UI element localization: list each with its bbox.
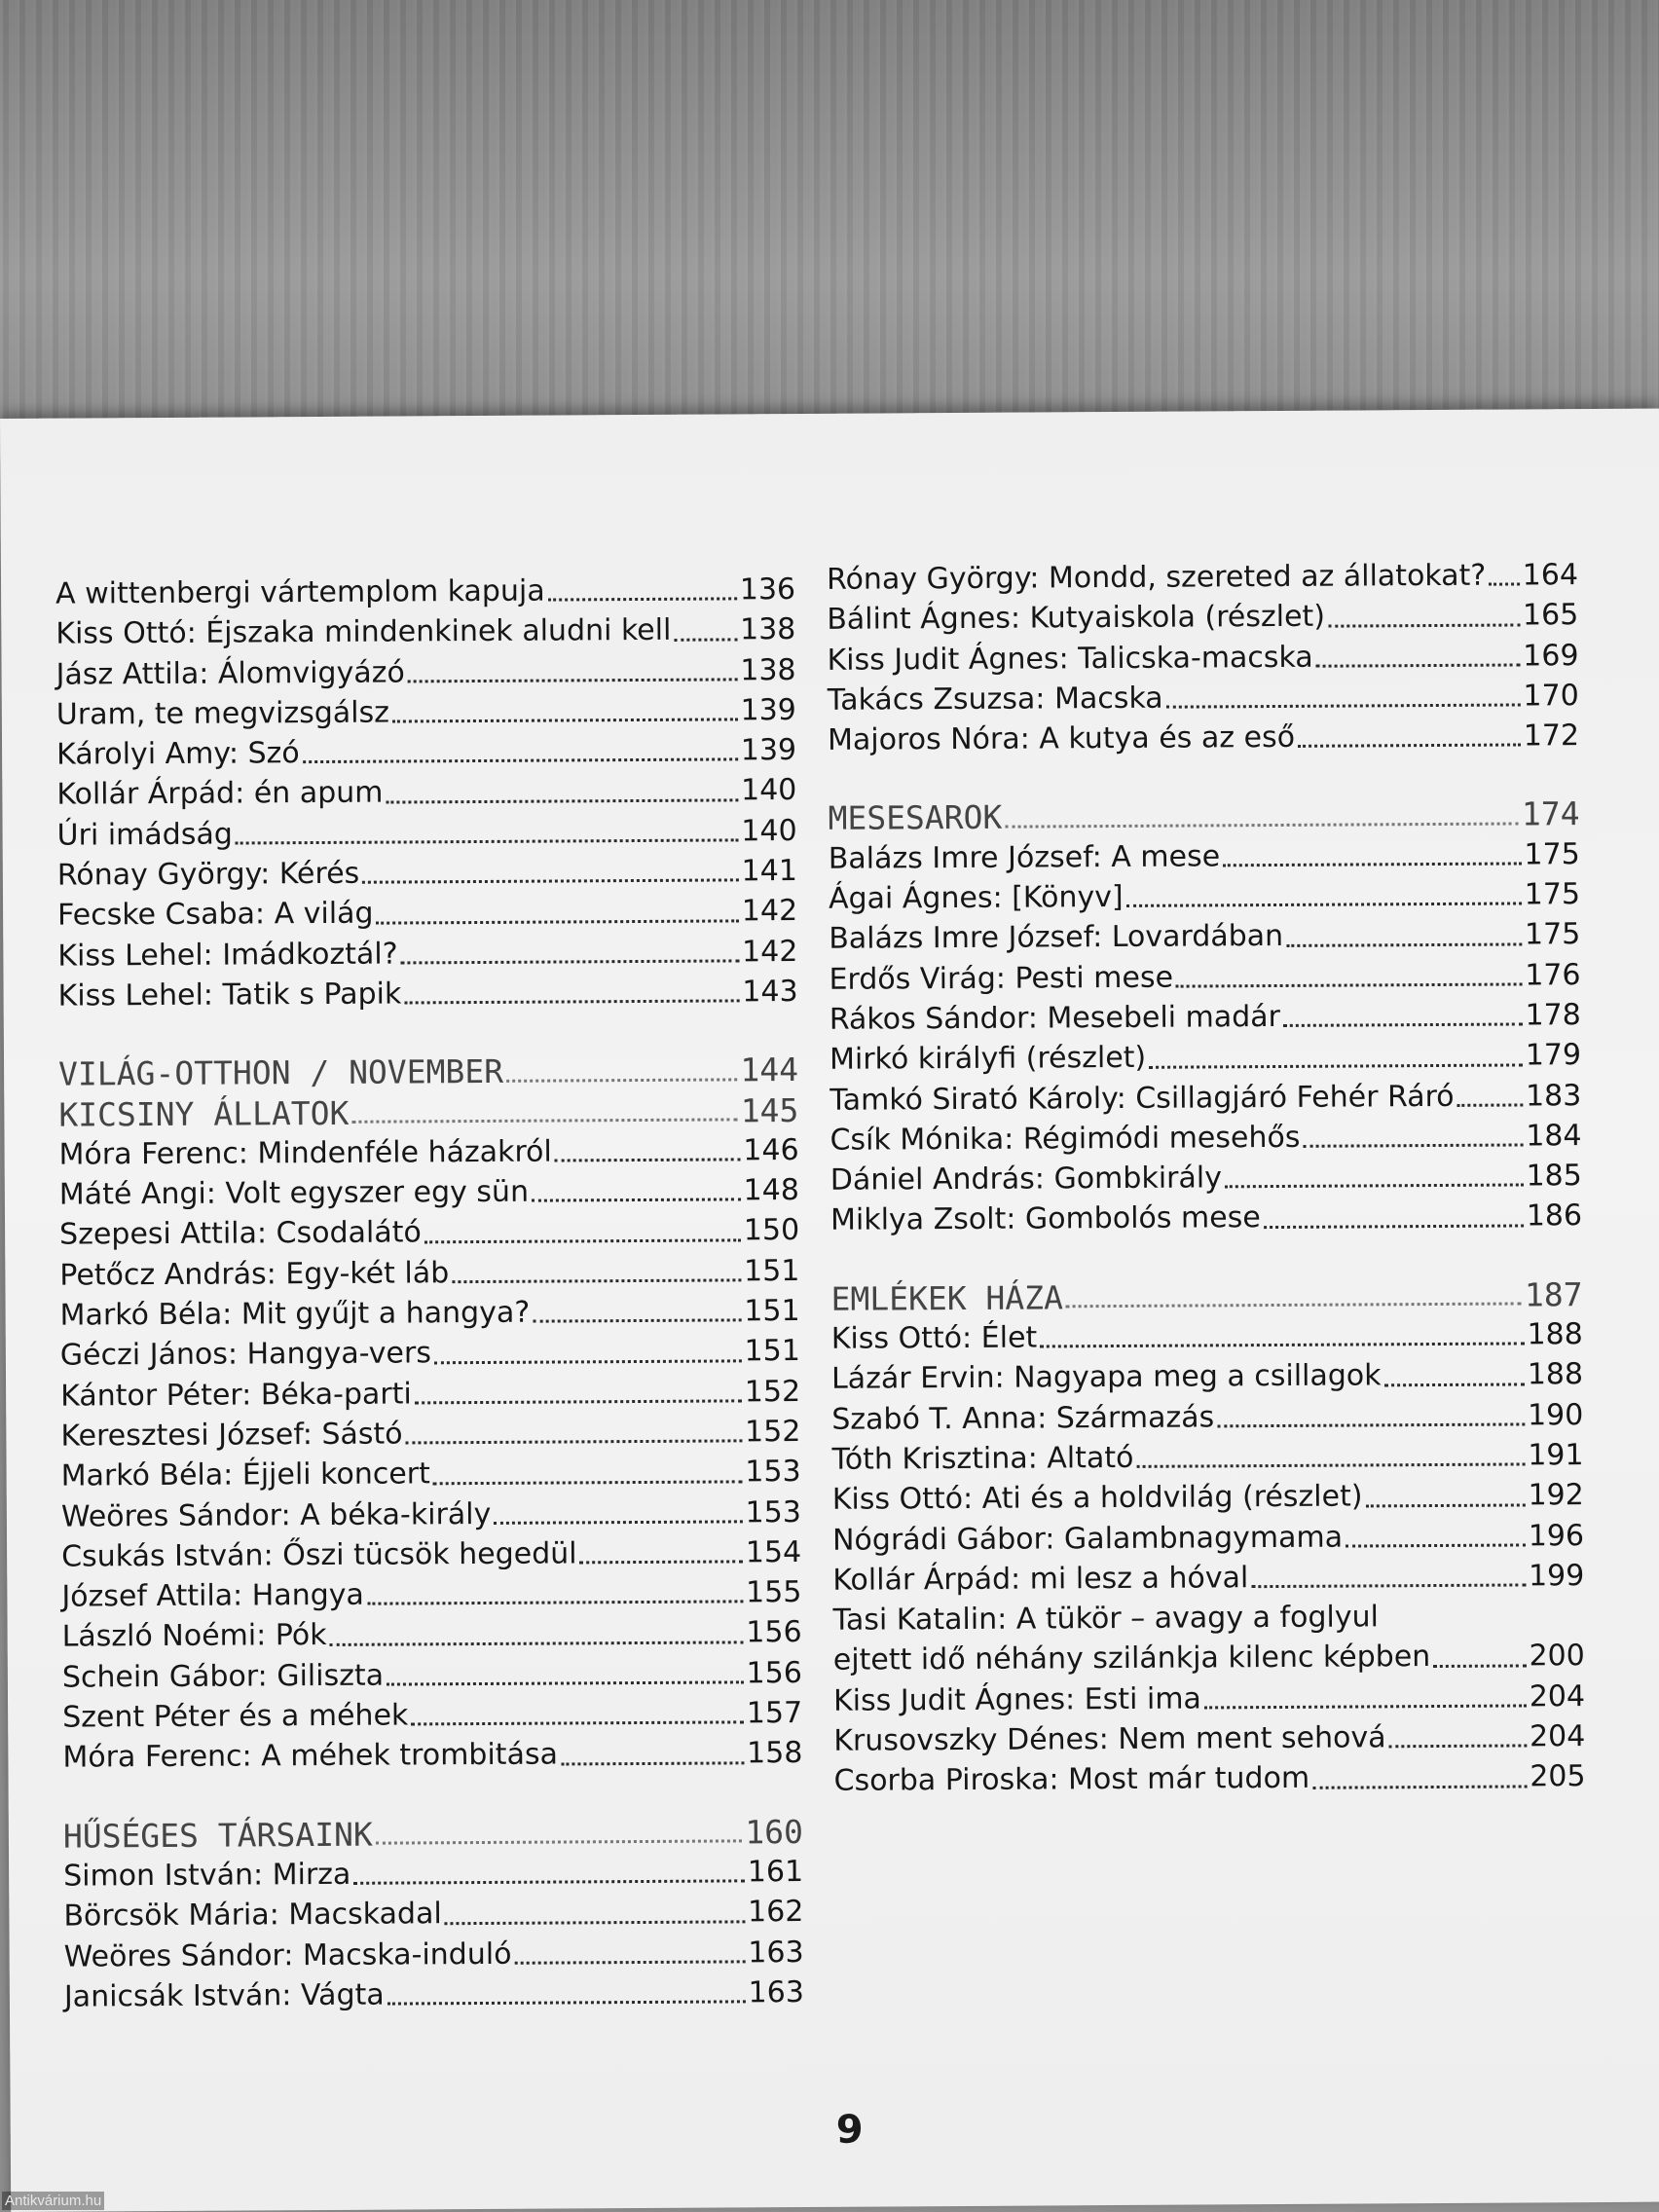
toc-entry: [62, 1693, 802, 1738]
page-number: 9: [835, 2107, 864, 2153]
dot-leader: [561, 1761, 744, 1765]
toc-left-column: [55, 570, 804, 2017]
toc-entry-page: 190: [1527, 1397, 1584, 1433]
toc-entry-title: Weöres Sándor: A béka-király: [60, 1496, 492, 1534]
toc-entry-page: 155: [746, 1575, 802, 1610]
toc-entry-page: 138: [740, 652, 796, 687]
toc-entry-page: 144: [740, 1051, 799, 1089]
toc-entry-page: 178: [1525, 998, 1581, 1033]
toc-entry-title: Rónay György: Mondd, szereted az állatokat?: [826, 558, 1487, 597]
dot-leader: [387, 798, 739, 803]
toc-entry-title: Géczi János: Hangya-vers: [59, 1336, 432, 1373]
dot-leader: [401, 959, 740, 964]
toc-section-heading: [58, 1090, 798, 1135]
toc-entry-page: 152: [744, 1374, 801, 1409]
dot-leader: [424, 1238, 741, 1243]
toc-entry: [56, 811, 796, 856]
dot-leader: [1223, 863, 1521, 867]
dot-leader: [548, 598, 737, 602]
toc-entry-page: 140: [741, 813, 797, 849]
toc-entry-title: Mirkó királyfi (részlet): [829, 1041, 1147, 1078]
toc-entry: [829, 955, 1580, 1000]
toc-entry: [59, 1170, 799, 1215]
dot-leader: [494, 1520, 742, 1525]
dot-leader: [1126, 903, 1522, 907]
toc-entry-page: 196: [1528, 1518, 1585, 1553]
dot-leader: [330, 1641, 744, 1646]
toc-entry-page: 136: [739, 572, 796, 608]
toc-entry-title: Kiss Ottó: Élet: [830, 1320, 1038, 1356]
toc-entry-title: MESESAROK: [828, 798, 1003, 838]
toc-entry-page: 187: [1524, 1274, 1583, 1314]
toc-entry-page: 185: [1526, 1159, 1582, 1194]
toc-entry-page: 183: [1525, 1078, 1582, 1114]
toc-entry-page: 191: [1528, 1438, 1584, 1473]
toc-section-heading: [830, 1274, 1582, 1319]
dot-leader: [387, 1680, 744, 1685]
toc-entry-page: 170: [1523, 678, 1579, 714]
dot-leader: [1066, 1303, 1522, 1309]
toc-entry-title: Krusovszky Dénes: Nem ment sehová: [833, 1720, 1386, 1758]
toc-entry-page: 151: [744, 1334, 800, 1369]
section-gap: [58, 1012, 798, 1054]
toc-entry-page: 162: [748, 1895, 804, 1930]
toc-entry: [64, 1972, 804, 2017]
toc-entry-title: Úri imádság: [56, 817, 233, 853]
toc-entry-page: 179: [1525, 1038, 1582, 1073]
dot-leader: [1298, 744, 1521, 748]
toc-entry-title: VILÁG-OTTHON / NOVEMBER: [57, 1052, 504, 1093]
dot-leader: [404, 1000, 739, 1005]
dot-leader: [377, 919, 739, 924]
toc-entry-page: 200: [1529, 1639, 1585, 1674]
toc-entry-page: 174: [1521, 794, 1580, 833]
toc-entry-page: 204: [1529, 1719, 1586, 1754]
section-gap: [830, 1236, 1582, 1279]
toc-entry: [827, 555, 1578, 600]
toc-entry-page: 205: [1530, 1759, 1586, 1794]
dot-leader: [1136, 1463, 1525, 1468]
toc-entry: [57, 932, 797, 977]
dot-leader: [408, 678, 738, 682]
toc-entry: [60, 1412, 800, 1456]
toc-entry-page: 175: [1524, 917, 1581, 952]
toc-entry-title: Tóth Krisztina: Altató: [831, 1440, 1134, 1477]
dot-leader: [387, 2000, 746, 2005]
toc-entry-page: 163: [748, 1935, 804, 1970]
toc-entry-page: 176: [1525, 957, 1581, 993]
toc-entry-title: A wittenbergi vártemplom kapuja: [55, 573, 545, 611]
toc-entry-title: Rákos Sándor: Mesebeli madár: [829, 999, 1281, 1037]
toc-entry-page: 153: [745, 1455, 801, 1490]
toc-entry-page: 175: [1524, 877, 1581, 912]
toc-entry-title: Ágai Ágnes: [Könyv]: [828, 880, 1124, 916]
toc-entry-page: 140: [740, 773, 797, 808]
toc-section-heading: [63, 1812, 803, 1857]
dot-leader: [1286, 942, 1522, 946]
dot-leader: [1225, 1184, 1524, 1189]
toc-entry-title: EMLÉKEK HÁZA: [830, 1278, 1064, 1318]
toc-entry-page: 146: [743, 1132, 799, 1168]
toc-entry-page: 163: [748, 1974, 804, 2010]
toc-entry: [61, 1493, 801, 1537]
dot-leader: [1204, 1704, 1527, 1709]
dot-leader: [1251, 1584, 1526, 1589]
section-gap: [828, 756, 1579, 799]
dot-leader: [1217, 1422, 1525, 1427]
toc-entry-title: Uram, te megvizsgálsz: [55, 695, 390, 732]
toc-entry-page: 204: [1529, 1678, 1586, 1714]
toc-entry: [62, 1653, 802, 1698]
toc-entry: [832, 1596, 1584, 1641]
toc-entry-page: 164: [1522, 558, 1579, 593]
toc-entry-page: 142: [741, 934, 798, 970]
dot-leader: [1346, 1543, 1526, 1547]
toc-entry-title: Balázs Imre József: Lovardában: [829, 919, 1284, 957]
dot-leader: [362, 879, 738, 884]
toc-entry-title: Tamkó Sirató Károly: Csillagjáró Fehér Ráró: [830, 1079, 1455, 1118]
toc-entry: [833, 1637, 1585, 1681]
toc-entry-title: Szepesi Attila: Csodalátó: [59, 1215, 422, 1253]
toc-entry-title: Kiss Ottó: Éjszaka mindenkinek aludni kell: [55, 613, 672, 651]
toc-entry-title: Bálint Ágnes: Kutyaiskola (részlet): [827, 599, 1326, 638]
toc-entry-title: Szent Péter és a méhek: [62, 1698, 409, 1735]
toc-entry-page: 156: [746, 1615, 802, 1650]
toc-entry-title: Kollár Árpád: mi lesz a hóval: [832, 1561, 1249, 1598]
toc-entry: [60, 1291, 800, 1336]
toc-entry-title: Miklya Zsolt: Gombolós mese: [830, 1200, 1261, 1238]
dot-leader: [434, 1359, 742, 1364]
toc-entry-page: 172: [1523, 719, 1580, 754]
toc-entry: [828, 676, 1579, 720]
dot-leader: [1489, 583, 1519, 586]
toc-entry-title: Janicsák István: Vágta: [63, 1977, 385, 2014]
toc-entry: [829, 834, 1580, 879]
toc-entry: [55, 570, 795, 614]
toc-entry-title: Kiss Judit Ágnes: Talicska-macska: [827, 640, 1313, 678]
toc-entry-page: 139: [740, 733, 797, 768]
dot-leader: [415, 1399, 742, 1404]
toc-entry-page: 153: [745, 1494, 801, 1530]
toc-entry: [830, 995, 1581, 1040]
toc-entry: [830, 1035, 1581, 1080]
toc-entry-title: Markó Béla: Éjjeli koncert: [60, 1456, 430, 1493]
toc-entry-page: 160: [745, 1812, 803, 1851]
toc-entry: [828, 716, 1579, 760]
toc-entry-title: Móra Ferenc: Mindenféle házakról: [58, 1134, 552, 1172]
toc-entry-page: 165: [1522, 598, 1579, 633]
toc-entry-title: Tasi Katalin: A tükör – avagy a foglyul: [832, 1600, 1379, 1638]
dot-leader: [1389, 1745, 1527, 1749]
toc-entry-page: 143: [742, 974, 798, 1010]
dot-leader: [580, 1560, 743, 1564]
toc-entry-title: Csukás István: Őszi tücsök hegedül: [61, 1536, 577, 1574]
toc-entry: [62, 1612, 802, 1657]
toc-entry: [62, 1733, 802, 1778]
toc-entry-title: Majoros Nóra: A kutya és az eső: [827, 720, 1296, 758]
dot-leader: [1312, 1785, 1527, 1788]
toc-entry-page: 158: [747, 1736, 803, 1771]
toc-entry-page: 169: [1523, 638, 1579, 674]
toc-entry-title: Börcsök Mária: Macskadal: [63, 1897, 442, 1934]
toc-entry-title: Takács Zsuzsa: Macska: [827, 681, 1163, 718]
toc-entry-page: 138: [739, 612, 796, 647]
toc-entry: [61, 1572, 801, 1617]
dot-leader: [1283, 1023, 1523, 1027]
toc-entry: [832, 1556, 1584, 1601]
dot-leader: [1328, 623, 1520, 627]
toc-entry-title: Kiss Ottó: Ati és a holdvilág (részlet): [831, 1479, 1363, 1518]
toc-entry-title: KICSINY ÁLLATOK: [58, 1093, 350, 1134]
toc-entry: [56, 770, 796, 815]
toc-entry: [833, 1756, 1585, 1801]
toc-entry-page: 139: [740, 692, 796, 728]
dot-leader: [674, 638, 737, 641]
toc-entry: [61, 1532, 801, 1577]
toc-entry-page: 199: [1528, 1558, 1585, 1594]
toc-entry-title: Keresztesi József: Sástó: [60, 1417, 403, 1454]
toc-entry: [833, 1716, 1585, 1761]
toc-entry: [59, 1251, 799, 1296]
toc-entry-title: Petőcz András: Egy-két láb: [59, 1255, 450, 1293]
dot-leader: [392, 719, 738, 723]
dot-leader: [1433, 1664, 1526, 1668]
toc-entry-page: 152: [744, 1414, 801, 1450]
toc-entry-title: Móra Ferenc: A méhek trombitása: [62, 1737, 559, 1775]
toc-entry-page: 192: [1528, 1478, 1584, 1513]
toc-entry-title: Kollár Árpád: én apum: [56, 776, 384, 813]
dot-leader: [406, 1440, 743, 1445]
toc-entry: [59, 1210, 799, 1255]
toc-section-heading: [58, 1050, 798, 1094]
toc-entry-page: 142: [741, 894, 798, 929]
toc-entry-title: Simon István: Mirza: [63, 1857, 351, 1894]
dot-leader: [1303, 1144, 1523, 1148]
toc-entry: [60, 1372, 800, 1417]
dot-leader: [367, 1601, 743, 1605]
toc-entry: [827, 595, 1578, 640]
toc-entry-page: 150: [743, 1213, 800, 1248]
toc-entry-page: 188: [1527, 1317, 1583, 1352]
dot-leader: [1149, 1063, 1523, 1068]
toc-entry-title: Kiss Judit Ágnes: Esti ima: [832, 1681, 1201, 1718]
toc-entry-page: 141: [741, 854, 797, 889]
toc-entry-title: Markó Béla: Mit gyűjt a hangya?: [59, 1295, 531, 1333]
dot-leader: [1457, 1103, 1523, 1106]
toc-entry: [833, 1677, 1585, 1721]
dot-leader: [506, 1078, 737, 1082]
background-surface: [0, 0, 1659, 458]
watermark: Antikvárium.hu: [2, 2192, 104, 2210]
toc-entry-title: Dániel András: Gombkirály: [830, 1161, 1223, 1198]
toc-entry-title: Nógrádi Gábor: Galambnagymama: [831, 1520, 1344, 1558]
toc-entry-title: László Noémi: Pók: [61, 1618, 327, 1655]
toc-entry: [60, 1331, 800, 1376]
dot-leader: [1316, 663, 1521, 667]
toc-entry-title: Fecske Csaba: A világ: [57, 897, 374, 934]
toc-entry-page: 145: [740, 1090, 799, 1129]
toc-entry: [831, 1395, 1583, 1440]
dot-leader: [351, 1118, 737, 1123]
toc-entry-page: 184: [1526, 1118, 1582, 1154]
toc-section-heading: [828, 794, 1579, 839]
toc-entry-title: Lázár Ervin: Nagyapa meg a csillagok: [830, 1358, 1382, 1397]
dot-leader: [515, 1960, 746, 1964]
toc-entry-title: József Attila: Hangya: [61, 1577, 364, 1614]
toc-entry-page: 151: [744, 1294, 800, 1329]
toc-entry-title: Csorba Piroska: Most már tudom: [833, 1761, 1310, 1799]
toc-entry: [827, 636, 1578, 681]
toc-entry: [829, 914, 1580, 959]
toc-entry: [57, 891, 797, 936]
toc-entry-title: Kiss Lehel: Imádkoztál?: [57, 937, 398, 974]
toc-entry-page: 188: [1527, 1357, 1584, 1392]
toc-entry-page: 175: [1524, 836, 1580, 872]
toc-entry: [832, 1516, 1584, 1561]
toc-entry-title: Balázs Imre József: A mese: [828, 839, 1221, 876]
toc-entry: [57, 851, 797, 896]
dot-leader: [1176, 982, 1522, 987]
dot-leader: [1166, 704, 1521, 709]
toc-entry-title: HŰSÉGES TÁRSAINK: [62, 1815, 373, 1856]
section-gap: [63, 1774, 803, 1817]
dot-leader: [1040, 1343, 1524, 1348]
toc-entry-title: Erdős Virág: Pesti mese: [829, 960, 1174, 997]
toc-entry-title: Csík Mónika: Régimódi mesehős: [830, 1120, 1301, 1158]
dot-leader: [445, 1920, 745, 1925]
toc-entry: [831, 1435, 1583, 1480]
toc-entry: [831, 1354, 1583, 1399]
toc-entry: [56, 690, 796, 735]
toc-entry: [64, 1932, 804, 1976]
toc-entry: [832, 1475, 1584, 1520]
toc-entry-title: Kántor Péter: Béka-parti: [60, 1377, 412, 1414]
toc-entry-title: Máté Angi: Volt egyszer egy sün: [58, 1174, 530, 1212]
book-page: [0, 409, 1659, 2212]
toc-entry-title: Kiss Lehel: Tatik s Papik: [57, 977, 402, 1014]
toc-entry-title: Károlyi Amy: Szó: [56, 736, 300, 772]
toc-entry-title: ejtett idő néhány szilánkja kilenc képben: [832, 1640, 1431, 1678]
toc-entry: [58, 1130, 798, 1175]
toc-entry-page: 157: [746, 1696, 803, 1731]
toc-entry-page: 148: [743, 1173, 799, 1208]
toc-entry-page: 156: [746, 1655, 802, 1691]
toc-entry-title: Jász Attila: Álomvigyázó: [55, 655, 405, 692]
toc-entry-page: 161: [747, 1854, 804, 1890]
toc-entry: [830, 1116, 1581, 1161]
toc-entry-page: 186: [1526, 1198, 1583, 1234]
toc-entry-title: Rónay György: Kérés: [56, 856, 360, 893]
toc-entry: [63, 1852, 803, 1897]
toc-entry: [55, 609, 795, 654]
toc-entry: [831, 1314, 1583, 1359]
toc-entry: [830, 1076, 1581, 1121]
dot-leader: [1366, 1503, 1526, 1507]
dot-leader: [433, 1480, 743, 1485]
dot-leader: [452, 1278, 741, 1283]
dot-leader: [376, 1839, 743, 1844]
dot-leader: [1384, 1382, 1525, 1386]
dot-leader: [533, 1319, 741, 1323]
dot-leader: [411, 1721, 744, 1726]
dot-leader: [532, 1198, 741, 1202]
toc-entry: [57, 972, 797, 1016]
toc-entry: [61, 1452, 801, 1496]
dot-leader: [236, 838, 739, 844]
toc-entry: [56, 730, 796, 775]
toc-entry-page: 151: [743, 1253, 800, 1289]
toc-right-column: [827, 555, 1586, 1801]
toc-entry-title: Schein Gábor: Giliszta: [61, 1658, 385, 1695]
dot-leader: [1264, 1224, 1524, 1229]
toc-entry: [829, 874, 1580, 919]
dot-leader: [303, 758, 738, 764]
toc-entry: [830, 1197, 1582, 1241]
toc-entry-title: Weöres Sándor: Macska-induló: [63, 1936, 512, 1974]
dot-leader: [555, 1159, 741, 1162]
toc-entry: [830, 1156, 1582, 1200]
toc-entry: [55, 650, 795, 695]
dot-leader: [353, 1880, 745, 1885]
toc-entry: [63, 1892, 803, 1936]
toc-entry-page: 154: [745, 1534, 802, 1570]
dot-leader: [1005, 822, 1519, 828]
toc-entry-title: Szabó T. Anna: Származás: [831, 1400, 1215, 1437]
